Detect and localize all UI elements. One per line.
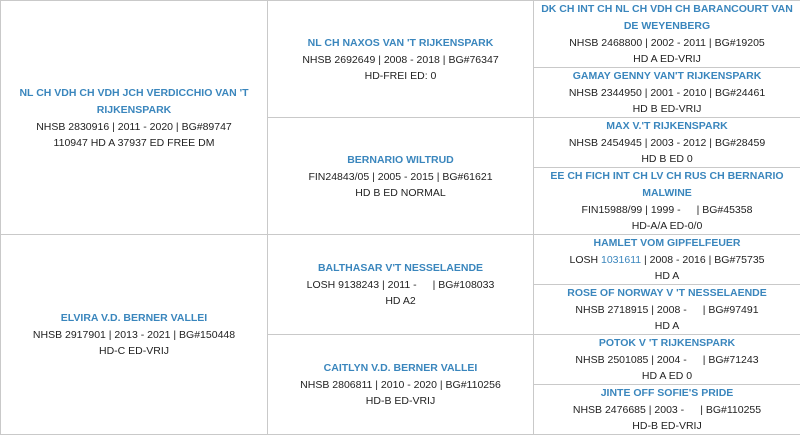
sire-sire-name-link[interactable]: NL CH NAXOS VAN 'T RIJKENSPARK — [271, 35, 530, 52]
sire-dam-sire-registration: NHSB 2454945 | 2003 - 2012 | BG#28459 — [537, 135, 797, 151]
dam-dam-sire-name-link[interactable]: POTOK V 'T RIJKENSPARK — [537, 335, 797, 352]
sire-sire-sire-health: HD A ED-VRIJ — [537, 51, 797, 67]
sire-dam-registration: FIN24843/05 | 2005 - 2015 | BG#61621 — [271, 169, 530, 185]
sire-sire-dam-registration: NHSB 2344950 | 2001 - 2010 | BG#24461 — [537, 85, 797, 101]
sire-name-link[interactable]: NL CH VDH CH VDH JCH VERDICCHIO VAN 'T RIJKENSPARK — [4, 85, 264, 119]
dam-sire-dam-cell — [534, 285, 800, 335]
dam-dam-dam-health: HD-B ED-VRIJ — [537, 418, 797, 434]
dam-health: HD-C ED-VRIJ — [4, 343, 264, 359]
dam-dam-health: HD-B ED-VRIJ — [271, 393, 530, 409]
dam-sire-sire-registration-link[interactable]: 1031611 — [601, 254, 641, 266]
dam-dam-name-link[interactable]: CAITLYN V.D. BERNER VALLEI — [271, 360, 530, 377]
sire-dam-cell — [268, 118, 534, 235]
sire-sire-dam-name-link[interactable]: GAMAY GENNY VAN'T RIJKENSPARK — [537, 68, 797, 85]
sire-sire-sire-cell — [534, 1, 800, 68]
sire-registration: NHSB 2830916 | 2011 - 2020 | BG#89747 — [4, 119, 264, 135]
sire-dam-dam-name-link[interactable]: EE CH FICH INT CH LV CH RUS CH BERNARIO MALWINE — [537, 168, 797, 202]
sire-sire-health: HD-FREI ED: 0 — [271, 68, 530, 84]
dam-sire-sire-health: HD A — [537, 268, 797, 284]
dam-sire-cell — [268, 235, 534, 335]
dam-sire-name-link[interactable]: BALTHASAR V'T NESSELAENDE — [271, 260, 530, 277]
sire-dam-dam-cell — [534, 168, 800, 235]
dam-dam-registration: NHSB 2806811 | 2010 - 2020 | BG#110256 — [271, 377, 530, 393]
dam-sire-health: HD A2 — [271, 293, 530, 309]
dam-dam-cell — [268, 335, 534, 435]
dam-sire-dam-name-link[interactable]: ROSE OF NORWAY V 'T NESSELAENDE — [537, 285, 797, 302]
dam-sire-sire-registration: LOSH 1031611 | 2008 - 2016 | BG#75735 — [537, 252, 797, 268]
dam-dam-sire-registration: NHSB 2501085 | 2004 - | BG#71243 — [537, 352, 797, 368]
sire-dam-sire-cell — [534, 118, 800, 168]
dam-name-link[interactable]: ELVIRA V.D. BERNER VALLEI — [4, 310, 264, 327]
dam-sire-dam-registration: NHSB 2718915 | 2008 - | BG#97491 — [537, 302, 797, 318]
sire-dam-dam-registration: FIN15988/99 | 1999 - | BG#45358 — [537, 202, 797, 218]
dam-sire-sire-cell — [534, 235, 800, 285]
sire-dam-name-link[interactable]: BERNARIO WILTRUD — [271, 152, 530, 169]
sire-dam-sire-name-link[interactable]: MAX V.'T RIJKENSPARK — [537, 118, 797, 135]
sire-sire-sire-registration: NHSB 2468800 | 2002 - 2011 | BG#19205 — [537, 35, 797, 51]
dam-dam-dam-cell — [534, 385, 800, 435]
sire-sire-dam-cell — [534, 68, 800, 118]
sire-sire-dam-health: HD B ED-VRIJ — [537, 101, 797, 117]
sire-sire-sire-name-link[interactable]: DK CH INT CH NL CH VDH CH BARANCOURT VAN DE WEYENBERG — [537, 1, 797, 35]
dam-dam-sire-health: HD A ED 0 — [537, 368, 797, 384]
sire-health: 110947 HD A 37937 ED FREE DM — [4, 135, 264, 151]
sire-dam-dam-health: HD-A/A ED-0/0 — [537, 218, 797, 234]
dam-sire-sire-name-link[interactable]: HAMLET VOM GIPFELFEUER — [537, 235, 797, 252]
dam-registration: NHSB 2917901 | 2013 - 2021 | BG#150448 — [4, 327, 264, 343]
dam-dam-sire-cell — [534, 335, 800, 385]
sire-sire-cell — [268, 1, 534, 118]
sire-dam-sire-health: HD B ED 0 — [537, 151, 797, 167]
sire-cell — [1, 1, 268, 235]
dam-cell — [1, 235, 268, 435]
sire-sire-registration: NHSB 2692649 | 2008 - 2018 | BG#76347 — [271, 52, 530, 68]
dam-dam-dam-name-link[interactable]: JINTE OFF SOFIE'S PRIDE — [537, 385, 797, 402]
dam-sire-dam-health: HD A — [537, 318, 797, 334]
sire-dam-health: HD B ED NORMAL — [271, 185, 530, 201]
dam-dam-dam-registration: NHSB 2476685 | 2003 - | BG#110255 — [537, 402, 797, 418]
dam-sire-registration: LOSH 9138243 | 2011 - | BG#108033 — [271, 277, 530, 293]
